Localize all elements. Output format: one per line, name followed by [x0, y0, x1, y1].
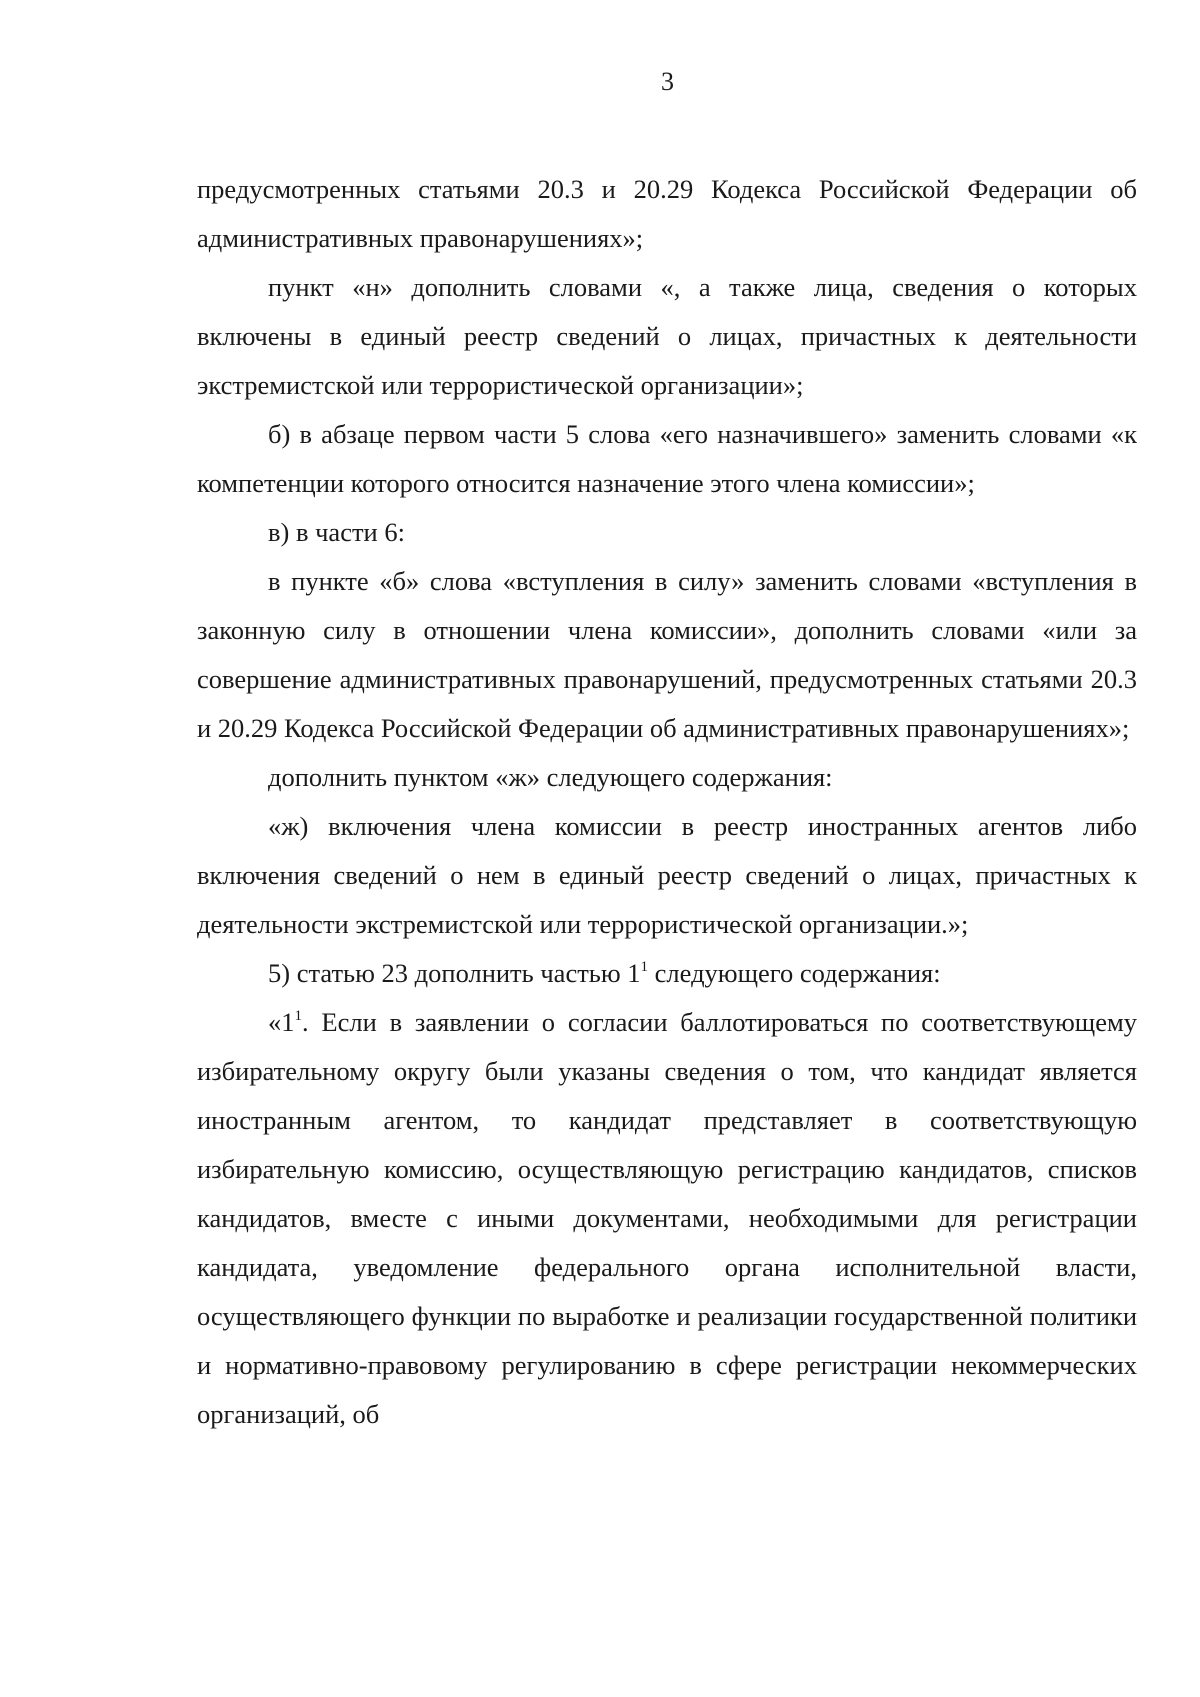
- document-body: [197, 165, 1137, 1439]
- part-1-1-text-end: . Если в заявлении о согласии баллотироваться по соответствующему избирательному округу были указаны сведения о том, что кандидат является иностранным агентом, то кандидат представляет в соответствующую избирательную комиссию, осуществляющую регистрацию кандидатов, списков кандидатов, вместе с иными документами, необходимыми для регистрации кандидата, уведомление федерального органа исполнительной власти, осуществляющего функции по выработке и реализации государственной политики и нормативно-правовому регулированию в сфере регистрации некоммерческих организаций, об: [197, 1007, 1137, 1429]
- paragraph-6: дополнить пунктом «ж» следующего содержания:: [268, 762, 833, 792]
- article-23-text-end: следующего содержания:: [648, 958, 941, 988]
- article-23-text-start: 5) статью 23 дополнить частью 1: [268, 958, 641, 988]
- paragraph-5: в пункте «б» слова «вступления в силу» заменить словами «вступления в законную силу в отношении члена комиссии», дополнить словами «или за совершение административных правонарушений, предусмотренных статьями 20.3 и 20.29 Кодекса Российской Федерации об административных правонарушениях»;: [197, 566, 1137, 743]
- paragraph-part-1-1: [197, 998, 1137, 1439]
- paragraph-3: б) в абзаце первом части 5 слова «его назначившего» заменить словами «к компетенции которого относится назначение этого члена комиссии»;: [197, 419, 1137, 498]
- part-1-1-superscript: 1: [294, 1008, 302, 1024]
- paragraph-article-23: [197, 949, 1137, 998]
- paragraph-4: в) в части 6:: [268, 517, 405, 547]
- paragraph-1: предусмотренных статьями 20.3 и 20.29 Кодекса Российской Федерации об административных правонарушениях»;: [197, 174, 1137, 253]
- paragraph-2: пункт «н» дополнить словами «, а также лица, сведения о которых включены в единый реестр сведений о лицах, причастных к деятельности экстремистской или террористической организации»;: [197, 272, 1137, 400]
- article-23-superscript: 1: [640, 959, 649, 975]
- page-number: 3: [661, 67, 674, 96]
- paragraph-7: «ж) включения члена комиссии в реестр иностранных агентов либо включения сведений о нем в единый реестр сведений о лицах, причастных к деятельности экстремистской или террористической организации.»;: [197, 811, 1137, 939]
- part-1-1-text-start: «1: [268, 1007, 295, 1037]
